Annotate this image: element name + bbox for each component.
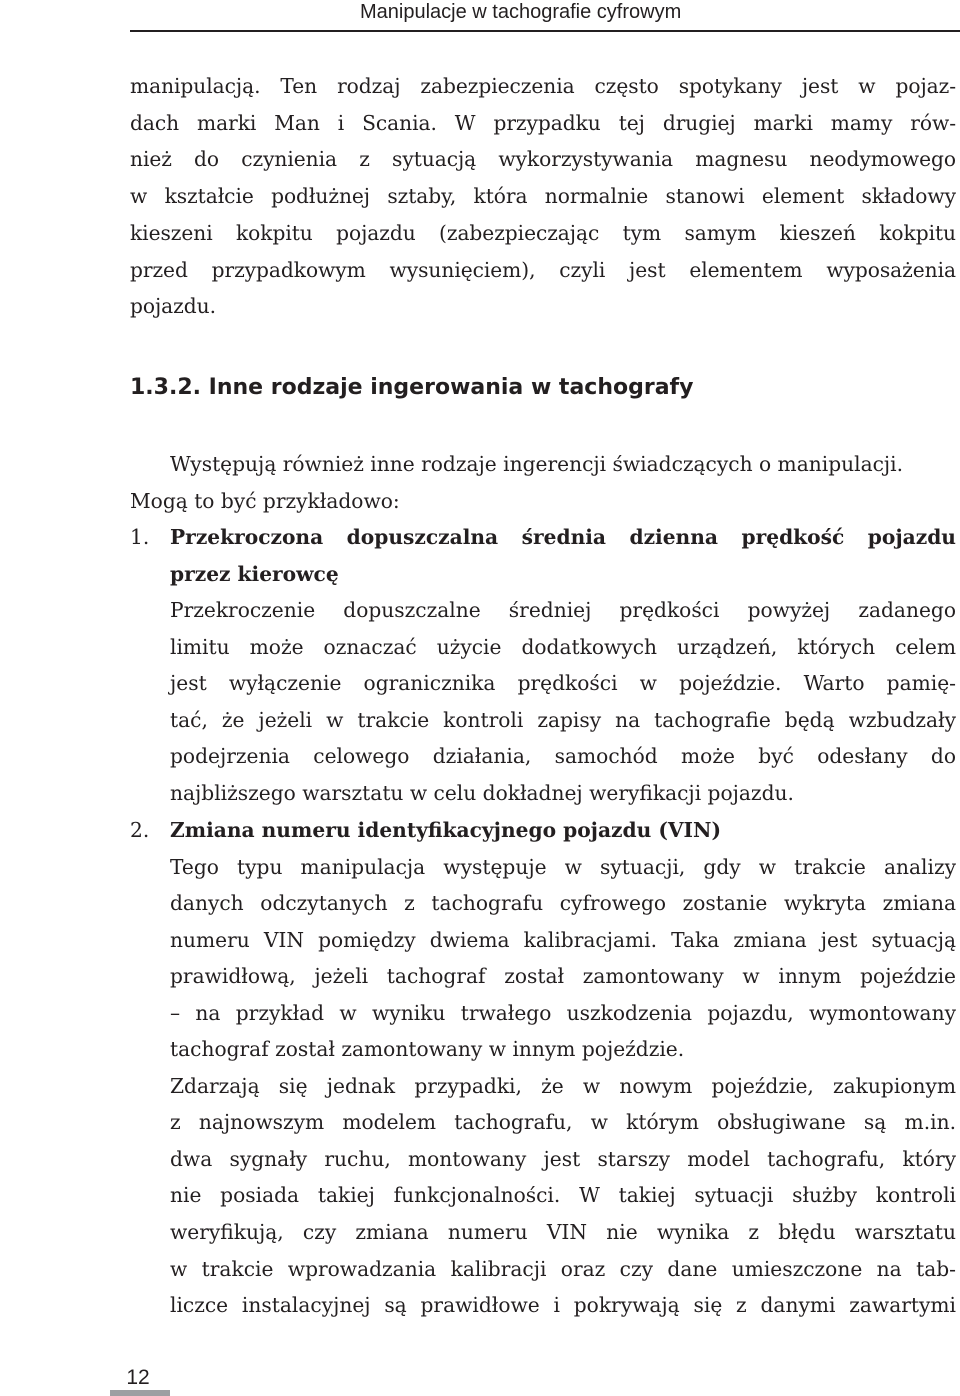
list-item-text-line: jest wyłączenie ogranicznika prędkości w pojeździe. Warto pamię- [170, 671, 956, 696]
list-item-title: Zmiana numeru identyfikacyjnego pojazdu (VIN) [170, 818, 722, 842]
paragraph-line: pojazdu. [130, 294, 216, 319]
list-item-text-line: – na przykład w wyniku trwałego uszkodzenia pojazdu, wymontowany [170, 1000, 956, 1025]
list-item-text-line: danych odczytanych z tachografu cyfrowego zostanie wykryta zmiana [170, 891, 956, 916]
list-item-text-line: tachograf został zamontowany w innym pojeździe. [170, 1037, 685, 1062]
list-item-content [170, 812, 956, 1324]
list-item-content [170, 519, 956, 811]
list-item-title: Przekroczona dopuszczalna średnia dzienna prędkość pojazdu [170, 525, 956, 549]
list-item-number: 1. [130, 525, 150, 549]
list-item-text-line: Zdarzają się jednak przypadki, że w nowym pojeździe, zakupionym [170, 1073, 956, 1098]
list-item-text-line: numeru VIN pomiędzy dwiema kalibracjami. Taka zmiana jest sytuacją [170, 927, 956, 952]
page-number: 12 [126, 1366, 150, 1389]
list-item-title: przez kierowcę [170, 561, 339, 586]
paragraph-line: w kształcie podłużnej sztaby, która normalnie stanowi element składowy [130, 184, 956, 209]
list-item-text-line: z najnowszym modelem tachografu, w którym obsługiwane są m.in. [170, 1110, 956, 1135]
list-item-text-line: najbliższego warsztatu w celu dokładnej weryfikacji pojazdu. [170, 780, 794, 805]
section-heading: 1.3.2. Inne rodzaje ingerowania w tachografy [130, 375, 694, 400]
intro-line: Mogą to być przykładowo: [130, 488, 400, 513]
section-intro [130, 446, 956, 519]
list-item-text-line: prawidłową, jeżeli tachograf został zamontowany w innym pojeździe [170, 964, 956, 989]
paragraph-line: nież do czynienia z sytuacją wykorzystywania magnesu neodymowego [130, 147, 956, 172]
opening-paragraph [130, 68, 956, 325]
list-item-text-line: Przekroczenie dopuszczalne średniej prędkości powyżej zadanego [170, 598, 956, 623]
list-item-text-line: nie posiada takiej funkcjonalności. W takiej sytuacji służby kontroli [170, 1183, 956, 1208]
list-item-text-line: podejrzenia celowego działania, samochód może być odesłany do [170, 744, 956, 769]
list-item-number: 2. [130, 818, 150, 842]
list-item-text-line: liczce instalacyjnej są prawidłowe i pokrywają się z danymi zawartymi [170, 1293, 956, 1318]
list-item-text-line: Tego typu manipulacja występuje w sytuacji, gdy w trakcie analizy [170, 854, 956, 879]
paragraph-line: dach marki Man i Scania. W przypadku tej drugiej marki mamy rów- [130, 110, 956, 135]
paragraph-line: przed przypadkowym wysunięciem), czyli jest elementem wyposażenia [130, 257, 956, 282]
paragraph-line: manipulacją. Ten rodzaj zabezpieczenia często spotykany jest w pojaz- [130, 74, 956, 98]
intro-line: Występują również inne rodzaje ingerencji świadczących o manipulacji. [170, 452, 904, 476]
paragraph-line: kieszeni kokpitu pojazdu (zabezpieczając tym samym kieszeń kokpitu [130, 220, 956, 245]
list-item-text-line: w trakcie wprowadzania kalibracji oraz czy dane umieszczone na tab- [170, 1256, 956, 1281]
page-number-bar [110, 1390, 170, 1396]
list-item-text-line: dwa sygnały ruchu, montowany jest starszy model tachografu, który [170, 1146, 956, 1171]
header-rule [130, 30, 960, 32]
list-item-text-line: limitu może oznaczać użycie dodatkowych urządzeń, których celem [170, 634, 956, 659]
list-item-text-line: weryfikują, czy zmiana numeru VIN nie wynika z błędu warsztatu [170, 1220, 956, 1245]
header-title: Manipulacje w tachografie cyfrowym [360, 1, 682, 23]
list-item-text-line: tać, że jeżeli w trakcie kontroli zapisy na tachografie będą wzbudzały [170, 707, 956, 732]
